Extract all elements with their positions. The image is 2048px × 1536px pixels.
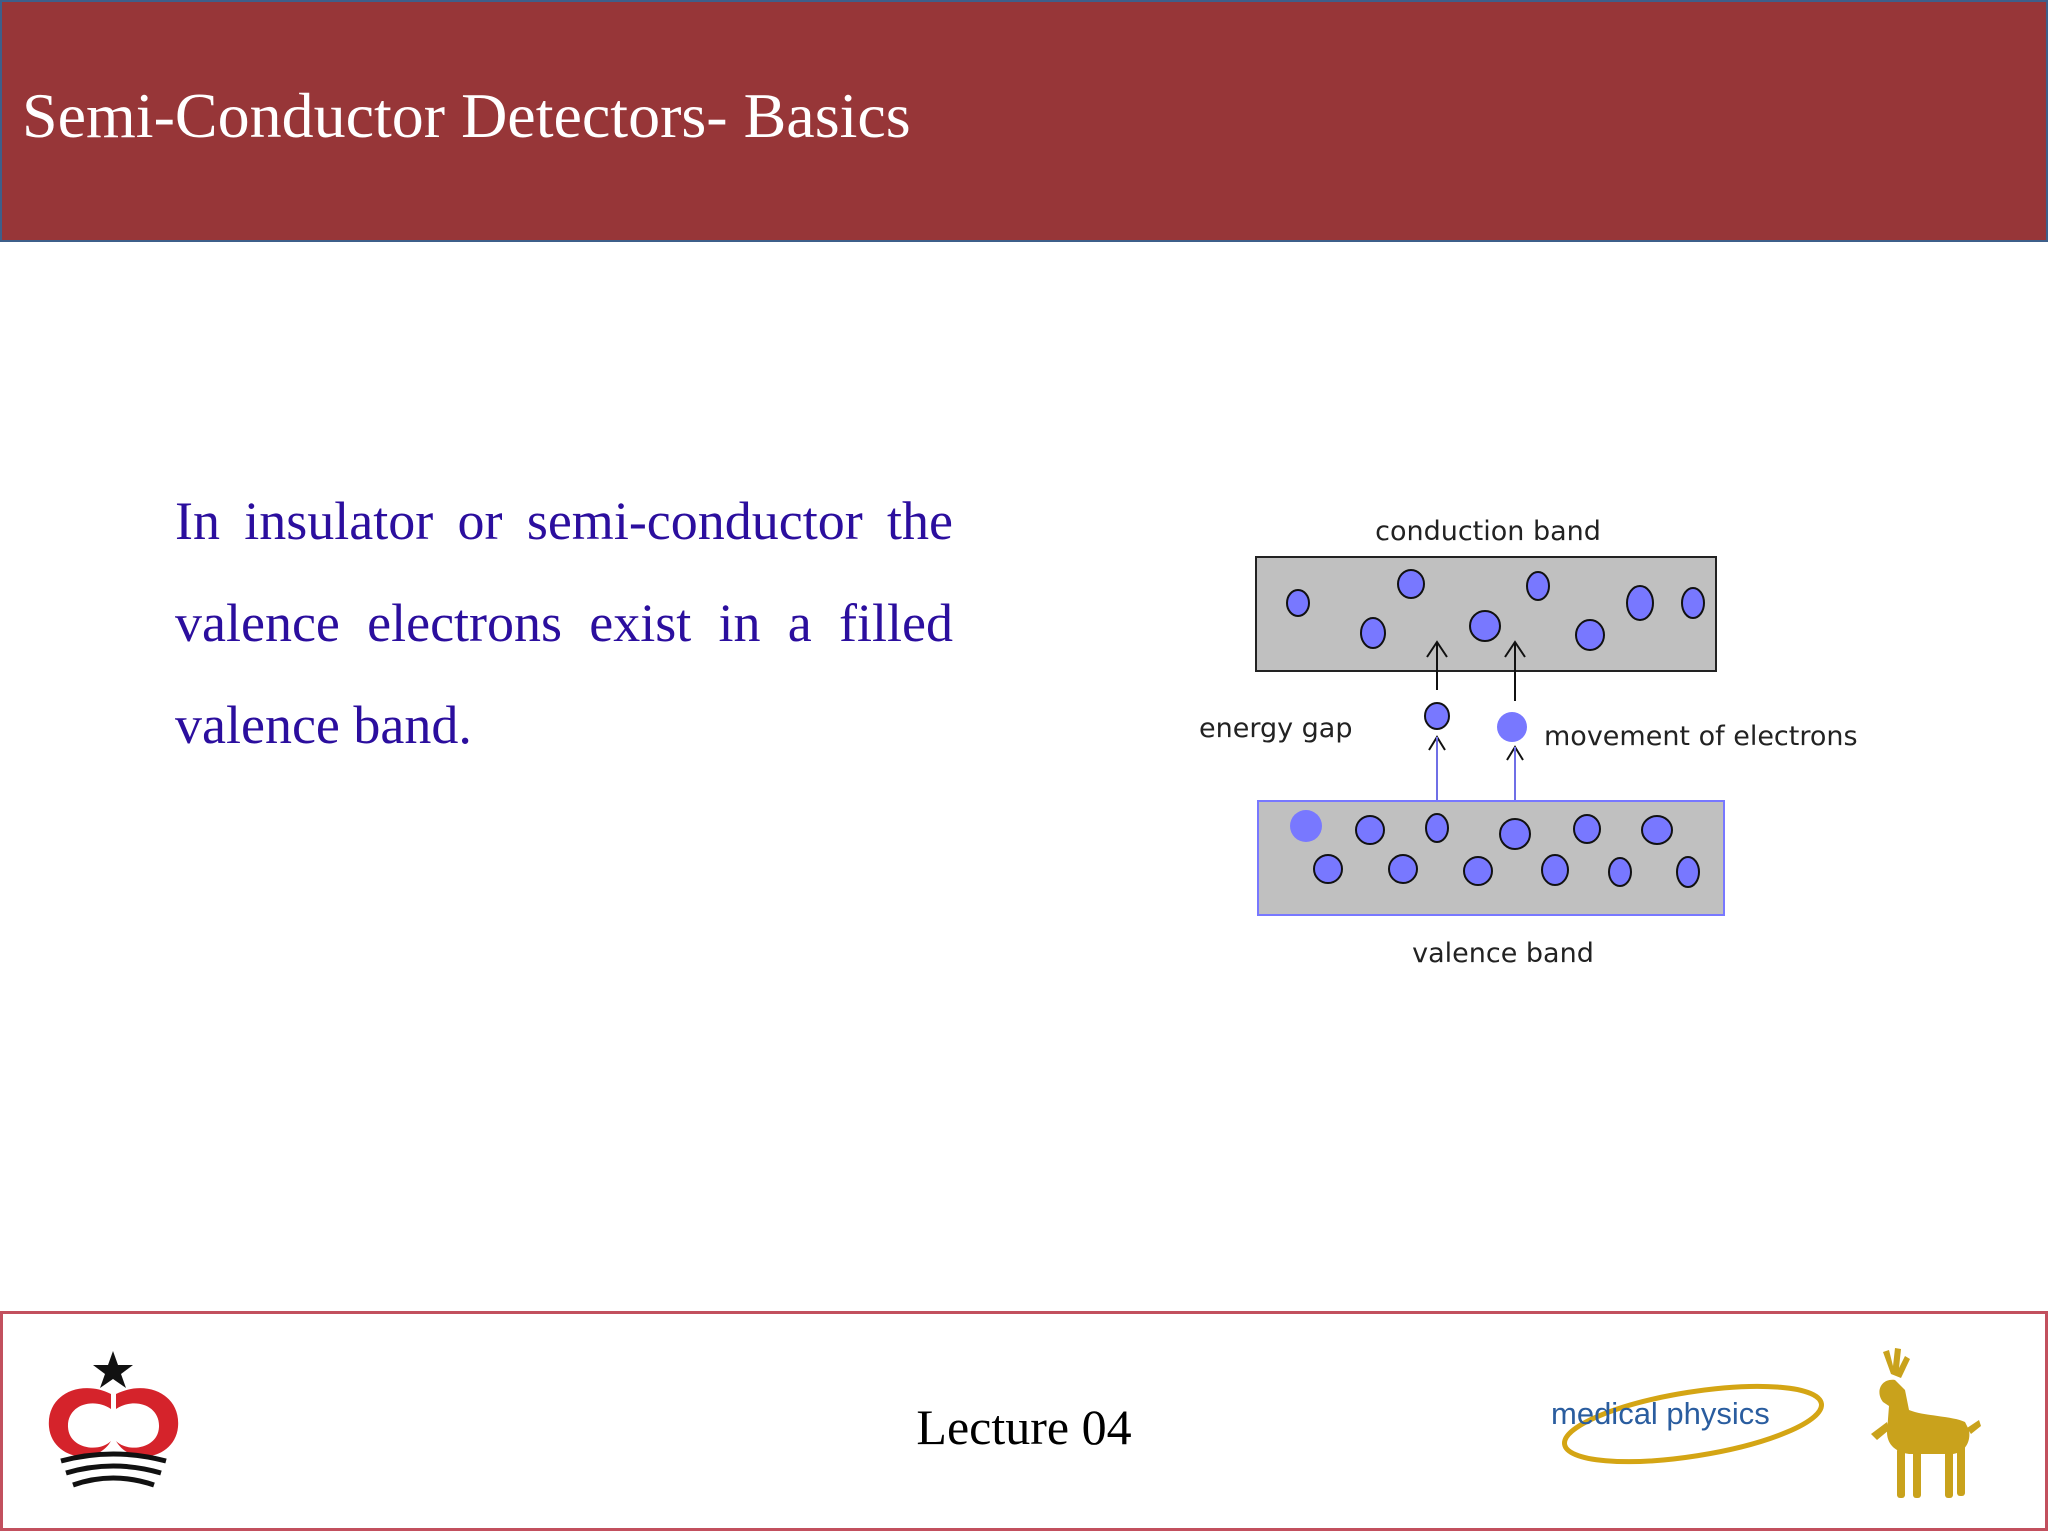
conduction-electron [1287,590,1309,616]
moving-electron [1497,712,1527,742]
lecture-number: Lecture 04 [916,1399,1132,1455]
valence-electron [1542,855,1568,885]
valence-electron [1574,815,1600,843]
deer-crest-logo [1853,1344,1988,1514]
medical-physics-logo [1543,1369,1833,1479]
valence-electron [1609,858,1631,886]
conduction-band-label: conduction band [1375,516,1601,547]
conduction-electron [1682,588,1704,618]
emblem-stripe [66,1466,161,1473]
emblem-stripe [73,1478,154,1485]
deer-icon [1871,1348,1981,1498]
conduction-electron [1398,570,1424,598]
valence-electron [1677,857,1699,887]
conduction-electron [1627,586,1653,620]
conduction-electron [1576,620,1604,650]
moving-electron [1425,703,1449,729]
valence-band-label: valence band [1412,938,1594,969]
valence-electron [1356,816,1384,844]
conduction-electron [1527,572,1549,600]
conduction-electron [1361,618,1385,648]
valence-electron [1464,857,1492,885]
valence-electron [1642,816,1672,844]
valence-hole [1290,810,1322,842]
valence-electron [1389,855,1417,883]
slide-title: Semi-Conductor Detectors- Basics [22,80,911,151]
movement-label: movement of electrons [1544,721,1858,752]
body-paragraph: In insulator or semi-conductor the valence electrons exist in a filled valence band. [175,491,953,755]
slide-footer [0,1311,2048,1531]
conduction-electron [1470,611,1500,641]
logo-text: medical physics [1551,1396,1770,1431]
slide-header [0,0,2048,242]
star-icon [93,1351,133,1388]
band-diagram [1160,495,1900,985]
energy-gap-label: energy gap [1199,713,1353,744]
valence-electron [1500,819,1530,849]
valence-electron [1314,855,1342,883]
valence-electron [1426,814,1448,842]
